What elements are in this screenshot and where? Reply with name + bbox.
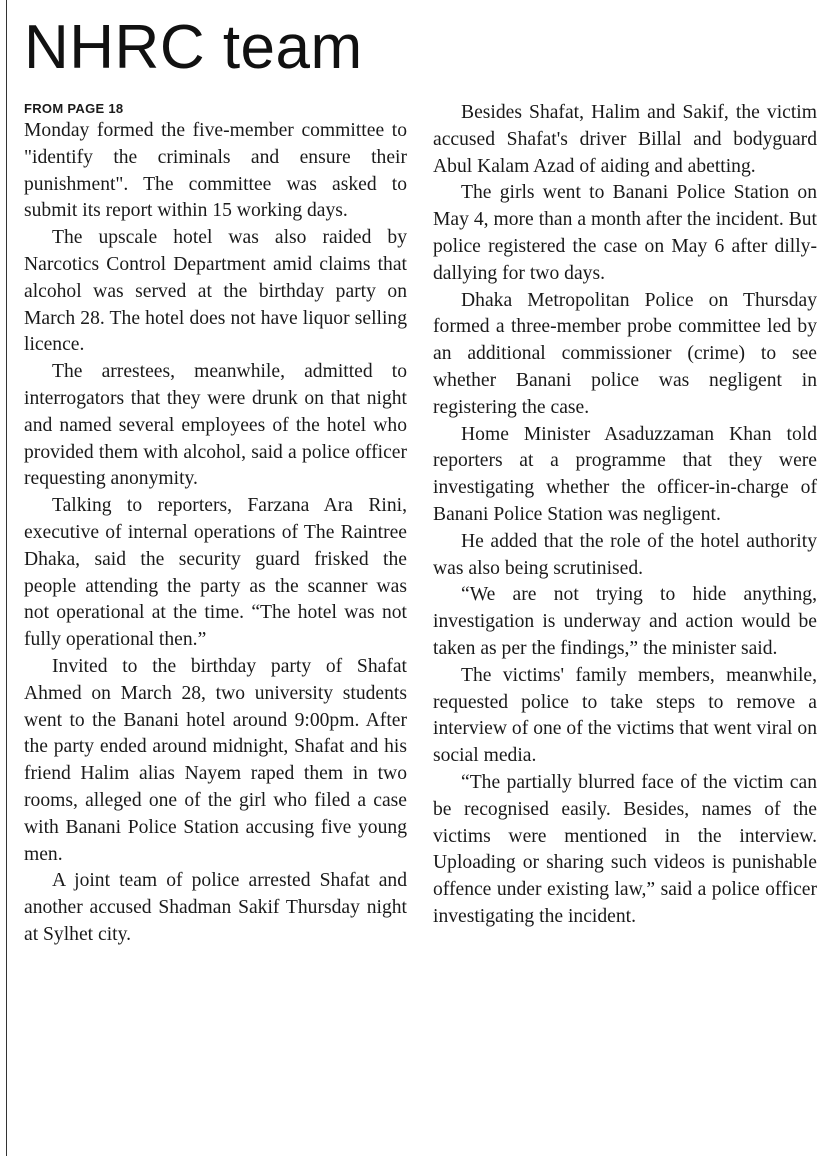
paragraph: He added that the role of the hotel authority was also being scrutinised.	[433, 530, 817, 579]
paragraph: The arrestees, meanwhile, admitted to interrogators that they were drunk on that night and named several employees of the hotel who provided them with alcohol, said a police officer requesting anonymity.	[24, 361, 407, 490]
headline: NHRC team	[24, 13, 363, 82]
paragraph: Home Minister Asaduzzaman Khan told reporters at a programme that they were investigating whether the officer-in-charge of Banani Police Station was negligent.	[433, 423, 817, 525]
paragraph: “We are not trying to hide anything, investigation is underway and action would be taken as per the findings,” the minister said.	[433, 584, 817, 659]
paragraph: “The partially blurred face of the victim can be recognised easily. Besides, names of the victims were mentioned in the interview. Uploading or sharing such videos is punishable offence under existing law,” said a police officer investigating the incident.	[433, 771, 817, 927]
paragraph: Monday formed the five-member committee to "identify the criminals and ensure their punishment". The committee was asked to submit its report within 15 working days.	[24, 120, 407, 222]
paragraph: The girls went to Banani Police Station on May 4, more than a month after the incident. But police registered the case on May 6 after dilly-dallying for two days.	[433, 182, 817, 284]
paragraph: Talking to reporters, Farzana Ara Rini, executive of internal operations of The Raintree Dhaka, said the security guard frisked the people attending the party as the scanner was not operational at the time. “The hotel was not fully operational then.”	[24, 495, 407, 651]
column-rule	[6, 0, 7, 1156]
jump-line: FROM PAGE 18	[24, 101, 124, 116]
paragraph: The upscale hotel was also raided by Narcotics Control Department amid claims that alcohol was served at the birthday party on March 28. The hotel does not have liquor selling licence.	[24, 227, 407, 356]
article-column-left	[24, 100, 407, 949]
paragraph: Invited to the birthday party of Shafat Ahmed on March 28, two university students went to the Banani hotel around 9:00pm. After the party ended around midnight, Shafat and his friend Halim alias Nayem raped them in two rooms, alleged one of the girl who filed a case with Banani Police Station accusing five young men.	[24, 655, 407, 865]
paragraph: The victims' family members, meanwhile, requested police to take steps to remove a interview of one of the victims that went viral on social media.	[433, 664, 817, 767]
paragraph: Dhaka Metropolitan Police on Thursday formed a three-member probe committee led by an additional commissioner (crime) to see whether Banani police was negligent in registering the case.	[433, 289, 817, 418]
paragraph: A joint team of police arrested Shafat and another accused Shadman Sakif Thursday night at Sylhet city.	[24, 870, 407, 945]
article-column-right	[433, 100, 817, 931]
paragraph: Besides Shafat, Halim and Sakif, the victim accused Shafat's driver Billal and bodyguard Abul Kalam Azad of aiding and abetting.	[433, 102, 817, 177]
